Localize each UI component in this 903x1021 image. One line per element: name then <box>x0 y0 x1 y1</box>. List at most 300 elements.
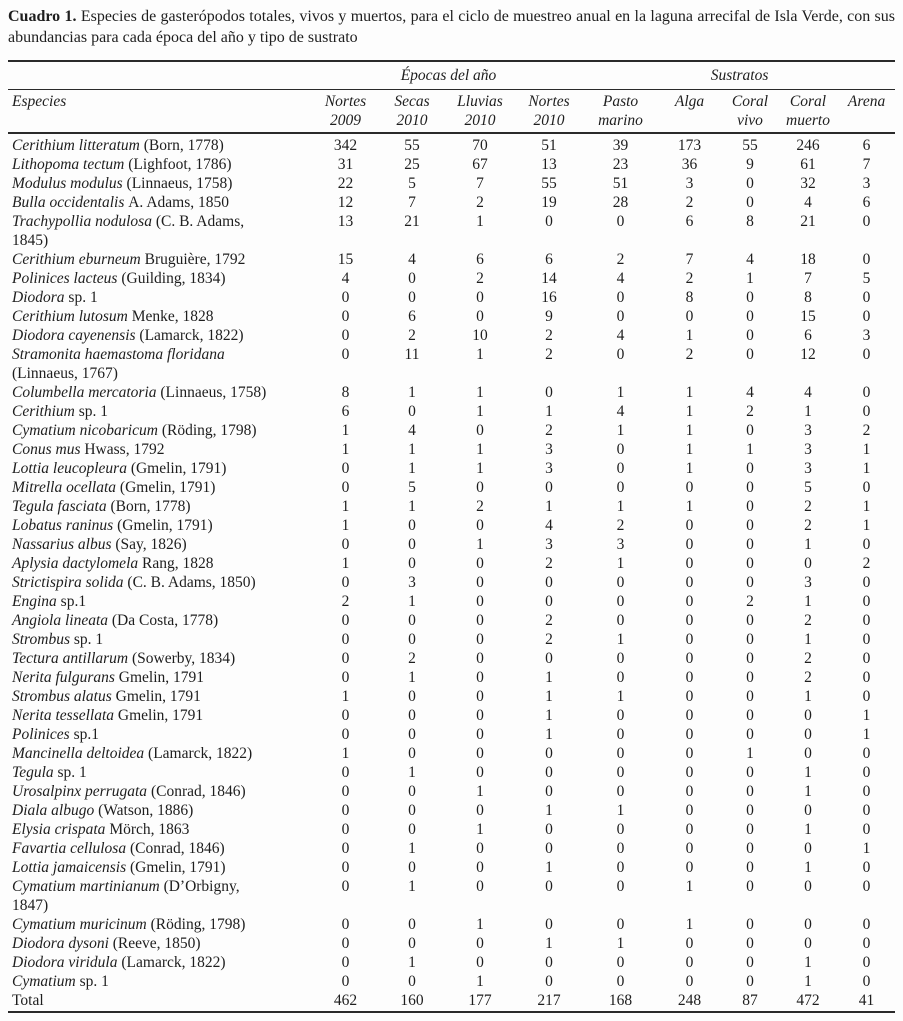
abundance-value: 1 <box>804 783 812 800</box>
species-cell <box>8 915 313 934</box>
abundance-value: 51 <box>612 175 629 192</box>
table-row <box>8 554 895 573</box>
abundance-value: 22 <box>337 175 354 192</box>
table-row <box>8 516 895 535</box>
species-cell <box>8 383 313 402</box>
abundance-value: 1 <box>545 802 553 819</box>
abundance-value: 1 <box>408 441 416 458</box>
abundance-value: 0 <box>408 745 416 762</box>
abundance-value: 0 <box>408 935 416 952</box>
species-authority: (Conrad, 1846) <box>126 840 225 857</box>
abundance-value: 1 <box>804 536 812 553</box>
abundance-value: 0 <box>616 916 625 933</box>
table-row <box>8 133 895 155</box>
abundance-value: 0 <box>616 308 625 325</box>
species-name: Diala albugo <box>12 802 95 819</box>
species-name: Polinices <box>12 726 70 743</box>
abundance-value: 177 <box>446 991 514 1012</box>
column-header-pasto-marino: Pasto marino <box>584 90 657 134</box>
abundance-table <box>8 60 895 1013</box>
species-authority: (Lighfoot, 1786) <box>124 156 232 173</box>
abundance-value: 55 <box>541 175 557 192</box>
abundance-value: 0 <box>746 650 754 667</box>
abundance-value: 0 <box>862 821 871 838</box>
table-row <box>8 421 895 440</box>
species-name: Urosalpinx perrugata <box>12 783 148 800</box>
abundance-value: 3 <box>408 574 416 591</box>
species-name: Cerithium eburneum <box>12 251 141 268</box>
abundance-value: 25 <box>404 156 420 173</box>
abundance-value: 11 <box>404 346 420 363</box>
abundance-value: 217 <box>514 991 584 1012</box>
abundance-value: 3 <box>545 536 553 553</box>
abundance-value: 0 <box>476 631 484 648</box>
abundance-value: 0 <box>616 289 625 306</box>
abundance-value: 0 <box>746 346 754 363</box>
abundance-value: 8 <box>341 384 350 401</box>
species-cell <box>8 535 313 554</box>
column-header-especies: Especies <box>8 90 313 134</box>
abundance-value: 0 <box>685 517 694 534</box>
abundance-value: 0 <box>746 821 754 838</box>
table-row <box>8 972 895 991</box>
abundance-value: 0 <box>746 954 754 971</box>
abundance-value: 1 <box>862 460 871 477</box>
abundance-value: 0 <box>476 764 484 781</box>
species-authority: (Reeve, 1850) <box>108 935 201 952</box>
abundance-value: 0 <box>341 821 350 838</box>
abundance-value: 0 <box>408 783 416 800</box>
abundance-value: 0 <box>862 346 871 363</box>
column-header-nortes-2009: Nortes 2009 <box>313 90 378 134</box>
abundance-value: 1 <box>746 745 754 762</box>
abundance-value: 1 <box>476 821 484 838</box>
species-name: Tectura antillarum <box>12 650 129 667</box>
species-cell <box>8 459 313 478</box>
species-authority: (Lamarck, 1822) <box>144 745 253 762</box>
species-cell <box>8 744 313 763</box>
species-cell <box>8 972 313 991</box>
abundance-value: 0 <box>685 859 694 876</box>
abundance-value: 0 <box>341 327 350 344</box>
abundance-value: 2 <box>685 346 694 363</box>
abundance-value: 0 <box>746 574 754 591</box>
abundance-value: 0 <box>341 802 350 819</box>
abundance-value: 0 <box>545 783 553 800</box>
species-cell <box>8 725 313 744</box>
abundance-value: 0 <box>862 384 871 401</box>
abundance-value: 10 <box>472 327 488 344</box>
abundance-value: 0 <box>476 517 484 534</box>
species-name: Tegula <box>12 764 54 781</box>
abundance-value: 0 <box>408 270 416 287</box>
abundance-value: 0 <box>545 384 553 401</box>
abundance-value: 2 <box>804 669 812 686</box>
table-row <box>8 402 895 421</box>
species-authority: (Conrad, 1846) <box>147 783 246 800</box>
abundance-value: 0 <box>341 308 350 325</box>
table-row <box>8 288 895 307</box>
abundance-value: 3 <box>804 460 812 477</box>
abundance-value: 1 <box>408 498 416 515</box>
species-authority-line2: (Linnaeus, 1767) <box>12 365 118 382</box>
species-authority: sp. 1 <box>53 764 87 781</box>
abundance-value: 0 <box>685 688 694 705</box>
abundance-value: 5 <box>862 270 871 287</box>
abundance-value: 342 <box>333 137 358 154</box>
abundance-value: 0 <box>746 840 754 857</box>
abundance-value: 1 <box>685 441 694 458</box>
abundance-value: 3 <box>616 536 625 553</box>
species-name: Elysia crispata <box>12 821 106 838</box>
abundance-value: 0 <box>341 460 350 477</box>
table-row <box>8 212 895 250</box>
abundance-value: 1 <box>545 859 553 876</box>
abundance-value: 4 <box>804 384 812 401</box>
abundance-value: 0 <box>862 213 871 230</box>
abundance-value: 0 <box>746 935 754 952</box>
abundance-value: 1 <box>476 536 484 553</box>
abundance-value: 1 <box>408 954 416 971</box>
abundance-value: 3 <box>545 441 553 458</box>
species-authority: sp. 1 <box>74 403 109 420</box>
abundance-value: 0 <box>341 631 350 648</box>
abundance-value: 1 <box>408 878 416 895</box>
species-name: Lottia jamaicensis <box>12 859 127 876</box>
abundance-value: 1 <box>341 745 350 762</box>
abundance-value: 1 <box>616 498 625 515</box>
species-name: Aplysia dactylomela <box>12 555 139 572</box>
species-authority: (C. B. Adams, <box>151 213 245 230</box>
abundance-value: 8 <box>746 213 754 230</box>
table-row <box>8 307 895 326</box>
abundance-value: 2 <box>685 270 694 287</box>
abundance-value: 0 <box>341 479 350 496</box>
abundance-value: 0 <box>746 460 754 477</box>
abundance-value: 0 <box>476 669 484 686</box>
species-cell <box>8 345 313 383</box>
abundance-value: 0 <box>685 479 694 496</box>
abundance-value: 8 <box>804 289 812 306</box>
species-cell <box>8 839 313 858</box>
species-cell <box>8 212 313 250</box>
species-authority: (Sowerby, 1834) <box>128 650 236 667</box>
abundance-value: 1 <box>804 973 812 990</box>
abundance-value: 1 <box>804 764 812 781</box>
abundance-value: 0 <box>408 612 416 629</box>
abundance-value: 0 <box>476 289 484 306</box>
species-name: Cerithium <box>12 403 75 420</box>
abundance-value: 32 <box>800 175 816 192</box>
abundance-value: 1 <box>545 726 553 743</box>
table-row <box>8 440 895 459</box>
species-authority: (D’Orbigny, <box>159 878 240 895</box>
abundance-value: 1 <box>804 954 812 971</box>
abundance-value: 13 <box>337 213 354 230</box>
abundance-value: 0 <box>862 612 871 629</box>
abundance-value: 0 <box>804 935 812 952</box>
abundance-value: 0 <box>616 346 625 363</box>
species-cell <box>8 877 313 915</box>
abundance-value: 0 <box>862 878 871 895</box>
abundance-value: 0 <box>341 669 350 686</box>
column-header-arena: Arena <box>838 90 895 134</box>
abundance-value: 0 <box>746 479 754 496</box>
species-name: Trachypollia nodulosa <box>12 213 152 230</box>
abundance-value: 0 <box>746 289 754 306</box>
abundance-value: 0 <box>685 536 694 553</box>
species-cell <box>8 250 313 269</box>
abundance-value: 0 <box>862 935 871 952</box>
abundance-value: 0 <box>476 574 484 591</box>
abundance-value: 19 <box>541 194 557 211</box>
species-authority: Hwass, 1792 <box>80 441 165 458</box>
abundance-value: 0 <box>616 213 625 230</box>
group-header-row <box>8 61 895 90</box>
abundance-value: 0 <box>341 612 350 629</box>
abundance-value: 0 <box>685 840 694 857</box>
abundance-value: 1 <box>616 631 625 648</box>
abundance-value: 28 <box>612 194 629 211</box>
abundance-value: 0 <box>685 783 694 800</box>
abundance-value: 3 <box>862 327 871 344</box>
abundance-value: 0 <box>746 555 754 572</box>
abundance-value: 0 <box>746 308 754 325</box>
abundance-value: 246 <box>796 137 820 154</box>
abundance-value: 0 <box>476 802 484 819</box>
species-authority: sp.1 <box>56 593 87 610</box>
abundance-value: 2 <box>746 593 754 610</box>
species-name: Favartia cellulosa <box>12 840 127 857</box>
abundance-value: 2 <box>476 194 484 211</box>
abundance-value: 4 <box>804 194 812 211</box>
abundance-value: 2 <box>804 498 812 515</box>
species-authority: (Lamarck, 1822) <box>117 954 226 971</box>
abundance-value: 0 <box>545 593 553 610</box>
table-row <box>8 915 895 934</box>
abundance-value: 0 <box>476 878 484 895</box>
abundance-value: 6 <box>341 403 350 420</box>
species-cell <box>8 174 313 193</box>
abundance-value: 4 <box>746 251 754 268</box>
abundance-value: 0 <box>341 536 350 553</box>
abundance-value: 0 <box>685 574 694 591</box>
abundance-value: 0 <box>862 783 871 800</box>
species-cell <box>8 497 313 516</box>
table-row <box>8 383 895 402</box>
species-authority: (Say, 1826) <box>111 536 187 553</box>
abundance-value: 1 <box>545 935 553 952</box>
table-row <box>8 763 895 782</box>
species-cell <box>8 611 313 630</box>
abundance-value: 0 <box>746 764 754 781</box>
species-name: Strombus <box>12 631 70 648</box>
abundance-value: 0 <box>804 802 812 819</box>
abundance-value: 0 <box>616 441 625 458</box>
column-header-lluvias-2010: Lluvias 2010 <box>446 90 514 134</box>
species-authority: (Gmelin, 1791) <box>126 859 226 876</box>
species-cell <box>8 155 313 174</box>
abundance-value: 1 <box>685 422 694 439</box>
abundance-value: 21 <box>800 213 816 230</box>
abundance-value: 0 <box>685 593 694 610</box>
abundance-value: 0 <box>341 878 350 895</box>
abundance-value: 0 <box>685 935 694 952</box>
species-authority: sp.1 <box>69 726 99 743</box>
species-name: Cymatium martinianum <box>12 878 160 895</box>
abundance-value: 6 <box>804 327 812 344</box>
abundance-value: 1 <box>408 593 416 610</box>
abundance-value: 248 <box>657 991 722 1012</box>
abundance-value: 55 <box>404 137 420 154</box>
table-row <box>8 839 895 858</box>
abundance-value: 1 <box>341 441 350 458</box>
table-row <box>8 326 895 345</box>
abundance-value: 0 <box>476 840 484 857</box>
abundance-value: 1 <box>476 403 484 420</box>
abundance-value: 1 <box>685 327 694 344</box>
abundance-value: 1 <box>862 707 871 724</box>
species-name: Polinices lacteus <box>12 270 118 287</box>
abundance-value: 0 <box>545 821 553 838</box>
species-cell <box>8 133 313 155</box>
abundance-value: 0 <box>341 574 350 591</box>
species-authority: (Lamarck, 1822) <box>135 327 244 344</box>
abundance-value: 0 <box>746 194 754 211</box>
abundance-value: 39 <box>612 137 629 154</box>
species-name: Engina <box>12 593 57 610</box>
abundance-value: 0 <box>341 840 350 857</box>
species-name: Cymatium muricinum <box>12 916 147 933</box>
species-authority: Menke, 1828 <box>127 308 214 325</box>
abundance-value: 0 <box>476 593 484 610</box>
abundance-value: 0 <box>341 859 350 876</box>
abundance-value: 0 <box>408 973 416 990</box>
abundance-value: 0 <box>746 707 754 724</box>
abundance-value: 0 <box>476 954 484 971</box>
abundance-value: 0 <box>862 536 871 553</box>
species-name: Lobatus raninus <box>12 517 114 534</box>
abundance-value: 1 <box>616 688 625 705</box>
abundance-value: 2 <box>408 327 416 344</box>
abundance-value: 0 <box>545 878 553 895</box>
species-name: Strombus alatus <box>12 688 112 705</box>
abundance-value: 61 <box>800 156 816 173</box>
abundance-value: 0 <box>862 859 871 876</box>
abundance-value: 2 <box>804 650 812 667</box>
species-name: Columbella mercatoria <box>12 384 157 401</box>
abundance-value: 0 <box>685 631 694 648</box>
species-cell <box>8 402 313 421</box>
abundance-value: 6 <box>685 213 694 230</box>
abundance-value: 0 <box>616 612 625 629</box>
abundance-value: 7 <box>862 156 871 173</box>
species-name: Diodora viridula <box>12 954 118 971</box>
abundance-value: 0 <box>746 878 754 895</box>
abundance-value: 472 <box>778 991 838 1012</box>
abundance-value: 462 <box>313 991 378 1012</box>
abundance-value: 0 <box>616 859 625 876</box>
abundance-value: 0 <box>746 783 754 800</box>
abundance-value: 2 <box>616 251 625 268</box>
abundance-value: 2 <box>862 422 871 439</box>
abundance-value: 12 <box>337 194 354 211</box>
abundance-value: 1 <box>408 669 416 686</box>
abundance-value: 0 <box>746 631 754 648</box>
abundance-value: 1 <box>685 916 694 933</box>
table-row <box>8 706 895 725</box>
abundance-value: 0 <box>341 346 350 363</box>
table-row <box>8 649 895 668</box>
table-row <box>8 668 895 687</box>
abundance-value: 9 <box>746 156 754 173</box>
abundance-value: 1 <box>341 688 350 705</box>
species-name: Diodora cayenensis <box>12 327 136 344</box>
species-name: Lottia leucopleura <box>12 460 127 477</box>
abundance-value: 0 <box>804 726 812 743</box>
abundance-value: 1 <box>476 783 484 800</box>
abundance-value: 0 <box>685 802 694 819</box>
species-authority: (Guilding, 1834) <box>117 270 226 287</box>
abundance-value: 0 <box>616 707 625 724</box>
abundance-value: 1 <box>862 840 871 857</box>
abundance-value: 0 <box>685 973 694 990</box>
abundance-value: 0 <box>545 764 553 781</box>
table-row <box>8 820 895 839</box>
abundance-value: 4 <box>746 384 754 401</box>
abundance-value: 0 <box>408 289 416 306</box>
abundance-value: 0 <box>746 517 754 534</box>
abundance-value: 0 <box>408 403 416 420</box>
abundance-value: 0 <box>862 308 871 325</box>
abundance-value: 15 <box>800 308 816 325</box>
group-header-spacer <box>8 61 313 90</box>
species-authority: Bruguière, 1792 <box>140 251 246 268</box>
species-cell <box>8 421 313 440</box>
abundance-value: 0 <box>408 859 416 876</box>
abundance-value: 2 <box>476 498 484 515</box>
abundance-value: 1 <box>804 593 812 610</box>
abundance-value: 0 <box>862 688 871 705</box>
table-row <box>8 687 895 706</box>
table-row <box>8 630 895 649</box>
table-caption <box>8 6 895 48</box>
abundance-value: 6 <box>545 251 553 268</box>
species-name: Cerithium litteratum <box>12 137 140 154</box>
species-name: Bulla occidentalis <box>12 194 125 211</box>
abundance-value: 1 <box>341 422 350 439</box>
species-authority: (Watson, 1886) <box>94 802 194 819</box>
abundance-value: 0 <box>862 289 871 306</box>
species-authority: (Gmelin, 1791) <box>116 479 216 496</box>
abundance-value: 1 <box>746 270 754 287</box>
abundance-value: 0 <box>545 574 553 591</box>
species-cell <box>8 801 313 820</box>
abundance-value: 0 <box>685 745 694 762</box>
abundance-value: 0 <box>545 213 553 230</box>
abundance-value: 70 <box>472 137 488 154</box>
table-row <box>8 193 895 212</box>
abundance-value: 0 <box>476 688 484 705</box>
abundance-value: 1 <box>685 878 694 895</box>
species-name: Mancinella deltoidea <box>12 745 145 762</box>
species-authority-line2: 1845) <box>12 232 49 249</box>
abundance-value: 2 <box>616 517 625 534</box>
table-row <box>8 801 895 820</box>
abundance-value: 0 <box>341 707 350 724</box>
table-row <box>8 459 895 478</box>
table-body <box>8 133 895 991</box>
